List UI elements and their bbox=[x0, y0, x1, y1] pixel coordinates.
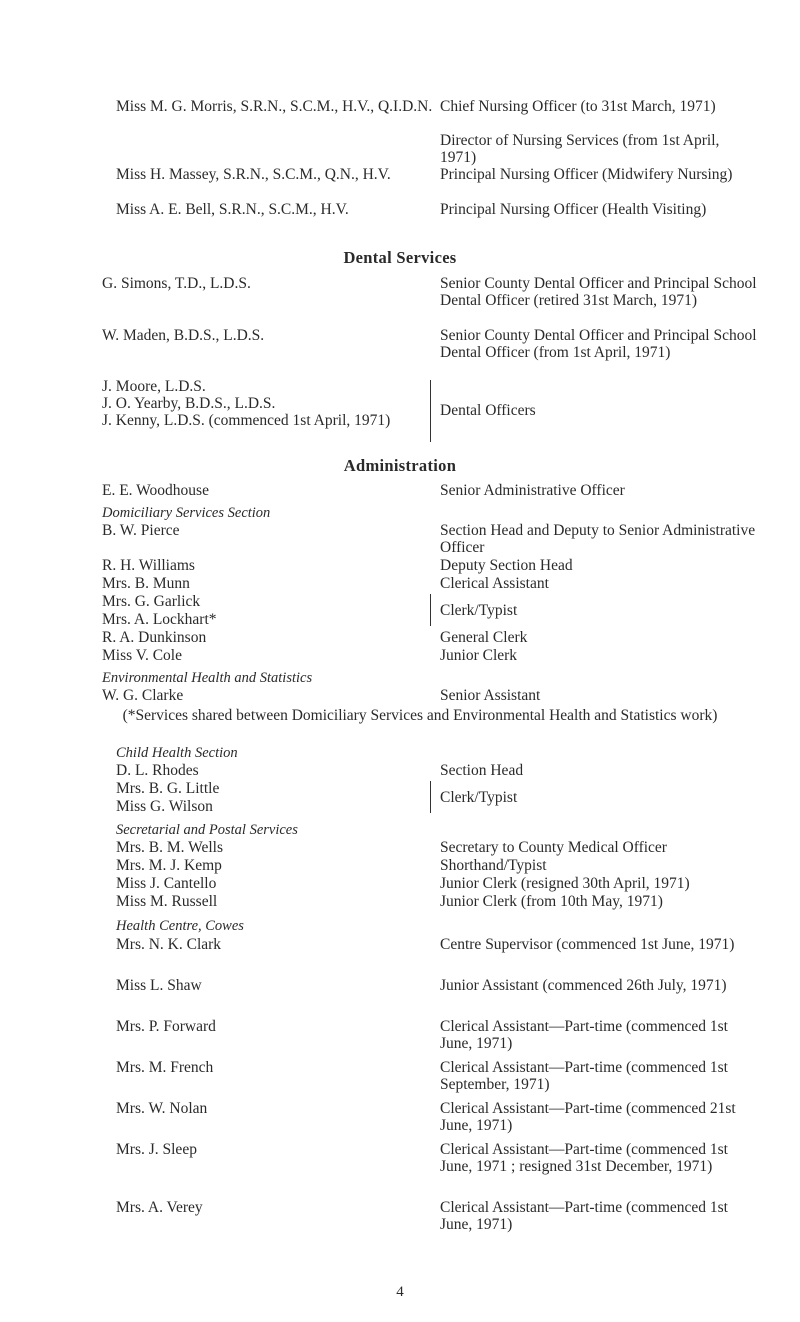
dental-name-yearby: J. O. Yearby, B.D.S., L.D.S. bbox=[102, 395, 276, 412]
nursing-role-massey: Principal Nursing Officer (Midwifery Nursing) bbox=[440, 166, 733, 183]
centre-role-french: Clerical Assistant—Part-time (commenced 1st September, 1971) bbox=[440, 1059, 728, 1093]
dental-role-simons: Senior County Dental Officer and Principal School Dental Officer (retired 31st March, 1971) bbox=[440, 275, 757, 309]
admin-name-garlick: Mrs. G. Garlick bbox=[102, 593, 201, 610]
centre-role-nolan: Clerical Assistant—Part-time (commenced 21st June, 1971) bbox=[440, 1100, 736, 1134]
centre-name-french: Mrs. M. French bbox=[116, 1059, 214, 1076]
dental-name-kenny: J. Kenny, L.D.S. (commenced 1st April, 1971) bbox=[102, 412, 391, 429]
sec-name-kemp: Mrs. M. J. Kemp bbox=[116, 857, 222, 874]
domiciliary-section-title: Domiciliary Services Section bbox=[102, 505, 271, 521]
admin-role-clerk-typist: Clerk/Typist bbox=[440, 602, 518, 619]
centre-name-forward: Mrs. P. Forward bbox=[116, 1018, 216, 1035]
dental-name-simons: G. Simons, T.D., L.D.S. bbox=[102, 275, 251, 292]
admin-name-pierce: B. W. Pierce bbox=[102, 522, 180, 539]
dental-role-maden: Senior County Dental Officer and Principal School Dental Officer (from 1st April, 1971) bbox=[440, 327, 757, 361]
child-name-rhodes: D. L. Rhodes bbox=[116, 762, 199, 779]
child-section-title: Child Health Section bbox=[116, 745, 238, 761]
admin-name-williams: R. H. Williams bbox=[102, 557, 195, 574]
admin-role-dunkinson: General Clerk bbox=[440, 629, 528, 646]
admin-name-woodhouse: E. E. Woodhouse bbox=[102, 482, 209, 499]
admin-role-williams: Deputy Section Head bbox=[440, 557, 573, 574]
child-brace bbox=[424, 781, 431, 813]
nursing-role-morris: Chief Nursing Officer (to 31st March, 1971) bbox=[440, 98, 716, 115]
admin-role-clarke: Senior Assistant bbox=[440, 687, 541, 704]
centre-role-forward: Clerical Assistant—Part-time (commenced 1st June, 1971) bbox=[440, 1018, 728, 1052]
centre-name-shaw: Miss L. Shaw bbox=[116, 977, 202, 994]
dental-name-maden: W. Maden, B.D.S., L.D.S. bbox=[102, 327, 265, 344]
admin-name-dunkinson: R. A. Dunkinson bbox=[102, 629, 207, 646]
centre-role-sleep: Clerical Assistant—Part-time (commenced 1st June, 1971 ; resigned 31st December, 1971) bbox=[440, 1141, 728, 1175]
sec-name-wells: Mrs. B. M. Wells bbox=[116, 839, 223, 856]
admin-name-lockhart: Mrs. A. Lockhart* bbox=[102, 611, 217, 628]
centre-role-clark: Centre Supervisor (commenced 1st June, 1971) bbox=[440, 936, 735, 953]
sec-role-cantello: Junior Clerk (resigned 30th April, 1971) bbox=[440, 875, 690, 892]
sec-role-russell: Junior Clerk (from 10th May, 1971) bbox=[440, 893, 663, 910]
centre-role-shaw: Junior Assistant (commenced 26th July, 1971) bbox=[440, 977, 727, 994]
centre-name-sleep: Mrs. J. Sleep bbox=[116, 1141, 197, 1158]
dental-group-role: Dental Officers bbox=[440, 402, 536, 419]
admin-role-munn: Clerical Assistant bbox=[440, 575, 549, 592]
environmental-section-title: Environmental Health and Statistics bbox=[102, 670, 313, 686]
centre-section-title: Health Centre, Cowes bbox=[116, 918, 244, 934]
secretarial-section-title: Secretarial and Postal Services bbox=[116, 822, 298, 838]
sec-name-cantello: Miss J. Cantello bbox=[116, 875, 217, 892]
nursing-name-massey: Miss H. Massey, S.R.N., S.C.M., Q.N., H.V. bbox=[116, 166, 391, 183]
nursing-name-bell: Miss A. E. Bell, S.R.N., S.C.M., H.V. bbox=[116, 201, 349, 218]
child-role-rhodes: Section Head bbox=[440, 762, 524, 779]
dental-name-moore: J. Moore, L.D.S. bbox=[102, 378, 206, 395]
admin-role-cole: Junior Clerk bbox=[440, 647, 518, 664]
nursing-role-bell: Principal Nursing Officer (Health Visiting) bbox=[440, 201, 707, 218]
shared-services-note: (*Services shared between Domiciliary Services and Environmental Health and Statistics work) bbox=[122, 707, 718, 724]
admin-name-munn: Mrs. B. Munn bbox=[102, 575, 190, 592]
page-number: 4 bbox=[396, 1284, 404, 1300]
admin-heading: Administration bbox=[343, 456, 457, 475]
child-name-wilson: Miss G. Wilson bbox=[116, 798, 213, 815]
admin-role-woodhouse: Senior Administrative Officer bbox=[440, 482, 625, 499]
centre-name-verey: Mrs. A. Verey bbox=[116, 1199, 203, 1216]
centre-name-clark: Mrs. N. K. Clark bbox=[116, 936, 222, 953]
sec-role-wells: Secretary to County Medical Officer bbox=[440, 839, 667, 856]
dental-heading: Dental Services bbox=[343, 248, 457, 267]
centre-role-verey: Clerical Assistant—Part-time (commenced 1st June, 1971) bbox=[440, 1199, 728, 1233]
admin-clerk-brace bbox=[424, 594, 431, 626]
sec-name-russell: Miss M. Russell bbox=[116, 893, 218, 910]
centre-name-nolan: Mrs. W. Nolan bbox=[116, 1100, 208, 1117]
admin-name-clarke: W. G. Clarke bbox=[102, 687, 184, 704]
admin-role-pierce: Section Head and Deputy to Senior Administrative Officer bbox=[440, 522, 756, 556]
nursing-name-morris: Miss M. G. Morris, S.R.N., S.C.M., H.V., Q.I.D.N. bbox=[116, 98, 433, 115]
nursing-role-director: Director of Nursing Services (from 1st April, 1971) bbox=[440, 132, 720, 166]
sec-role-kemp: Shorthand/Typist bbox=[440, 857, 547, 874]
child-name-little: Mrs. B. G. Little bbox=[116, 780, 220, 797]
dental-brace bbox=[424, 380, 431, 442]
admin-name-cole: Miss V. Cole bbox=[102, 647, 182, 664]
child-group-role: Clerk/Typist bbox=[440, 789, 518, 806]
